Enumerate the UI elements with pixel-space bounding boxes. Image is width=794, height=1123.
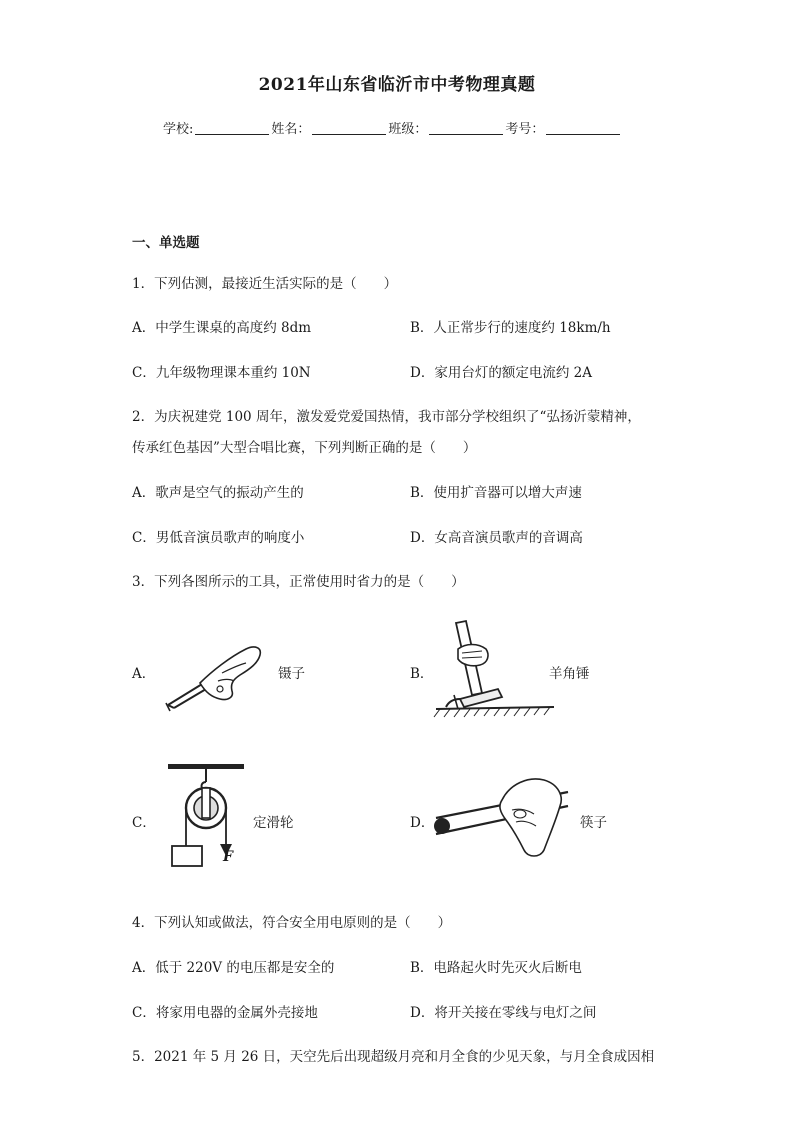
class-field[interactable] (429, 120, 503, 135)
chopsticks-caption: 筷子 (580, 815, 607, 831)
claw-hammer-caption: 羊角锤 (549, 666, 590, 682)
question-3-option-a[interactable]: A． (132, 666, 156, 682)
question-4-stem: 4．下列认知或做法，符合安全用电原则的是（ ） (132, 915, 452, 931)
question-1-option-b[interactable]: B．人正常步行的速度约 18km/h (410, 320, 611, 336)
exam-no-field[interactable] (546, 120, 620, 135)
question-4-option-a[interactable]: A．低于 220V 的电压都是安全的 (132, 960, 335, 976)
question-3-option-b[interactable]: B． (410, 666, 434, 682)
tweezers-figure (160, 635, 270, 713)
school-label: 学校: (163, 122, 194, 137)
exam-no-label: 考号： (505, 122, 545, 137)
school-field[interactable] (195, 120, 269, 135)
question-3-stem: 3．下列各图所示的工具，正常使用时省力的是（ ） (132, 574, 465, 590)
fixed-pulley-figure (160, 760, 250, 870)
question-4-option-d[interactable]: D．将开关接在零线与电灯之间 (410, 1005, 597, 1021)
class-label: 班级： (388, 122, 428, 137)
question-4-option-b[interactable]: B．电路起火时先灭火后断电 (410, 960, 582, 976)
question-2-stem-line-2: 传承红色基因”大型合唱比赛，下列判断正确的是（ ） (132, 440, 477, 456)
force-label: F (223, 849, 233, 865)
name-field[interactable] (312, 120, 386, 135)
fixed-pulley-caption: 定滑轮 (253, 815, 294, 831)
question-1-option-c[interactable]: C．九年级物理课本重约 10N (132, 365, 311, 381)
student-info-row (163, 118, 622, 137)
question-2-option-d[interactable]: D．女高音演员歌声的音调高 (410, 530, 583, 546)
tweezers-caption: 镊子 (278, 666, 305, 682)
claw-hammer-figure (432, 615, 557, 720)
page-title: 2021年山东省临沂市中考物理真题 (258, 75, 536, 95)
question-2-option-b[interactable]: B．使用扩音器可以增大声速 (410, 485, 582, 501)
question-2-stem-line-1: 2．为庆祝建党 100 周年，激发爱党爱国热情，我市部分学校组织了“弘扬沂蒙精神， (132, 409, 641, 425)
question-2-option-a[interactable]: A．歌声是空气的振动产生的 (132, 485, 304, 501)
question-3-option-c[interactable]: C． (132, 815, 156, 831)
question-3-option-d[interactable]: D． (410, 815, 435, 831)
question-1-option-d[interactable]: D．家用台灯的额定电流约 2A (410, 365, 592, 381)
question-4-option-c[interactable]: C．将家用电器的金属外壳接地 (132, 1005, 318, 1021)
section-heading-single-choice: 一、单选题 (132, 235, 200, 251)
question-2-option-c[interactable]: C．男低音演员歌声的响度小 (132, 530, 305, 546)
chopsticks-figure (432, 770, 572, 862)
question-5-stem: 5．2021 年 5 月 26 日，天空先后出现超级月亮和月全食的少见天象，与月全食成因相 (132, 1049, 655, 1065)
question-1-stem: 1．下列估测，最接近生活实际的是（ ） (132, 276, 398, 292)
question-1-option-a[interactable]: A．中学生课桌的高度约 8dm (132, 320, 312, 336)
name-label: 姓名： (271, 122, 311, 137)
